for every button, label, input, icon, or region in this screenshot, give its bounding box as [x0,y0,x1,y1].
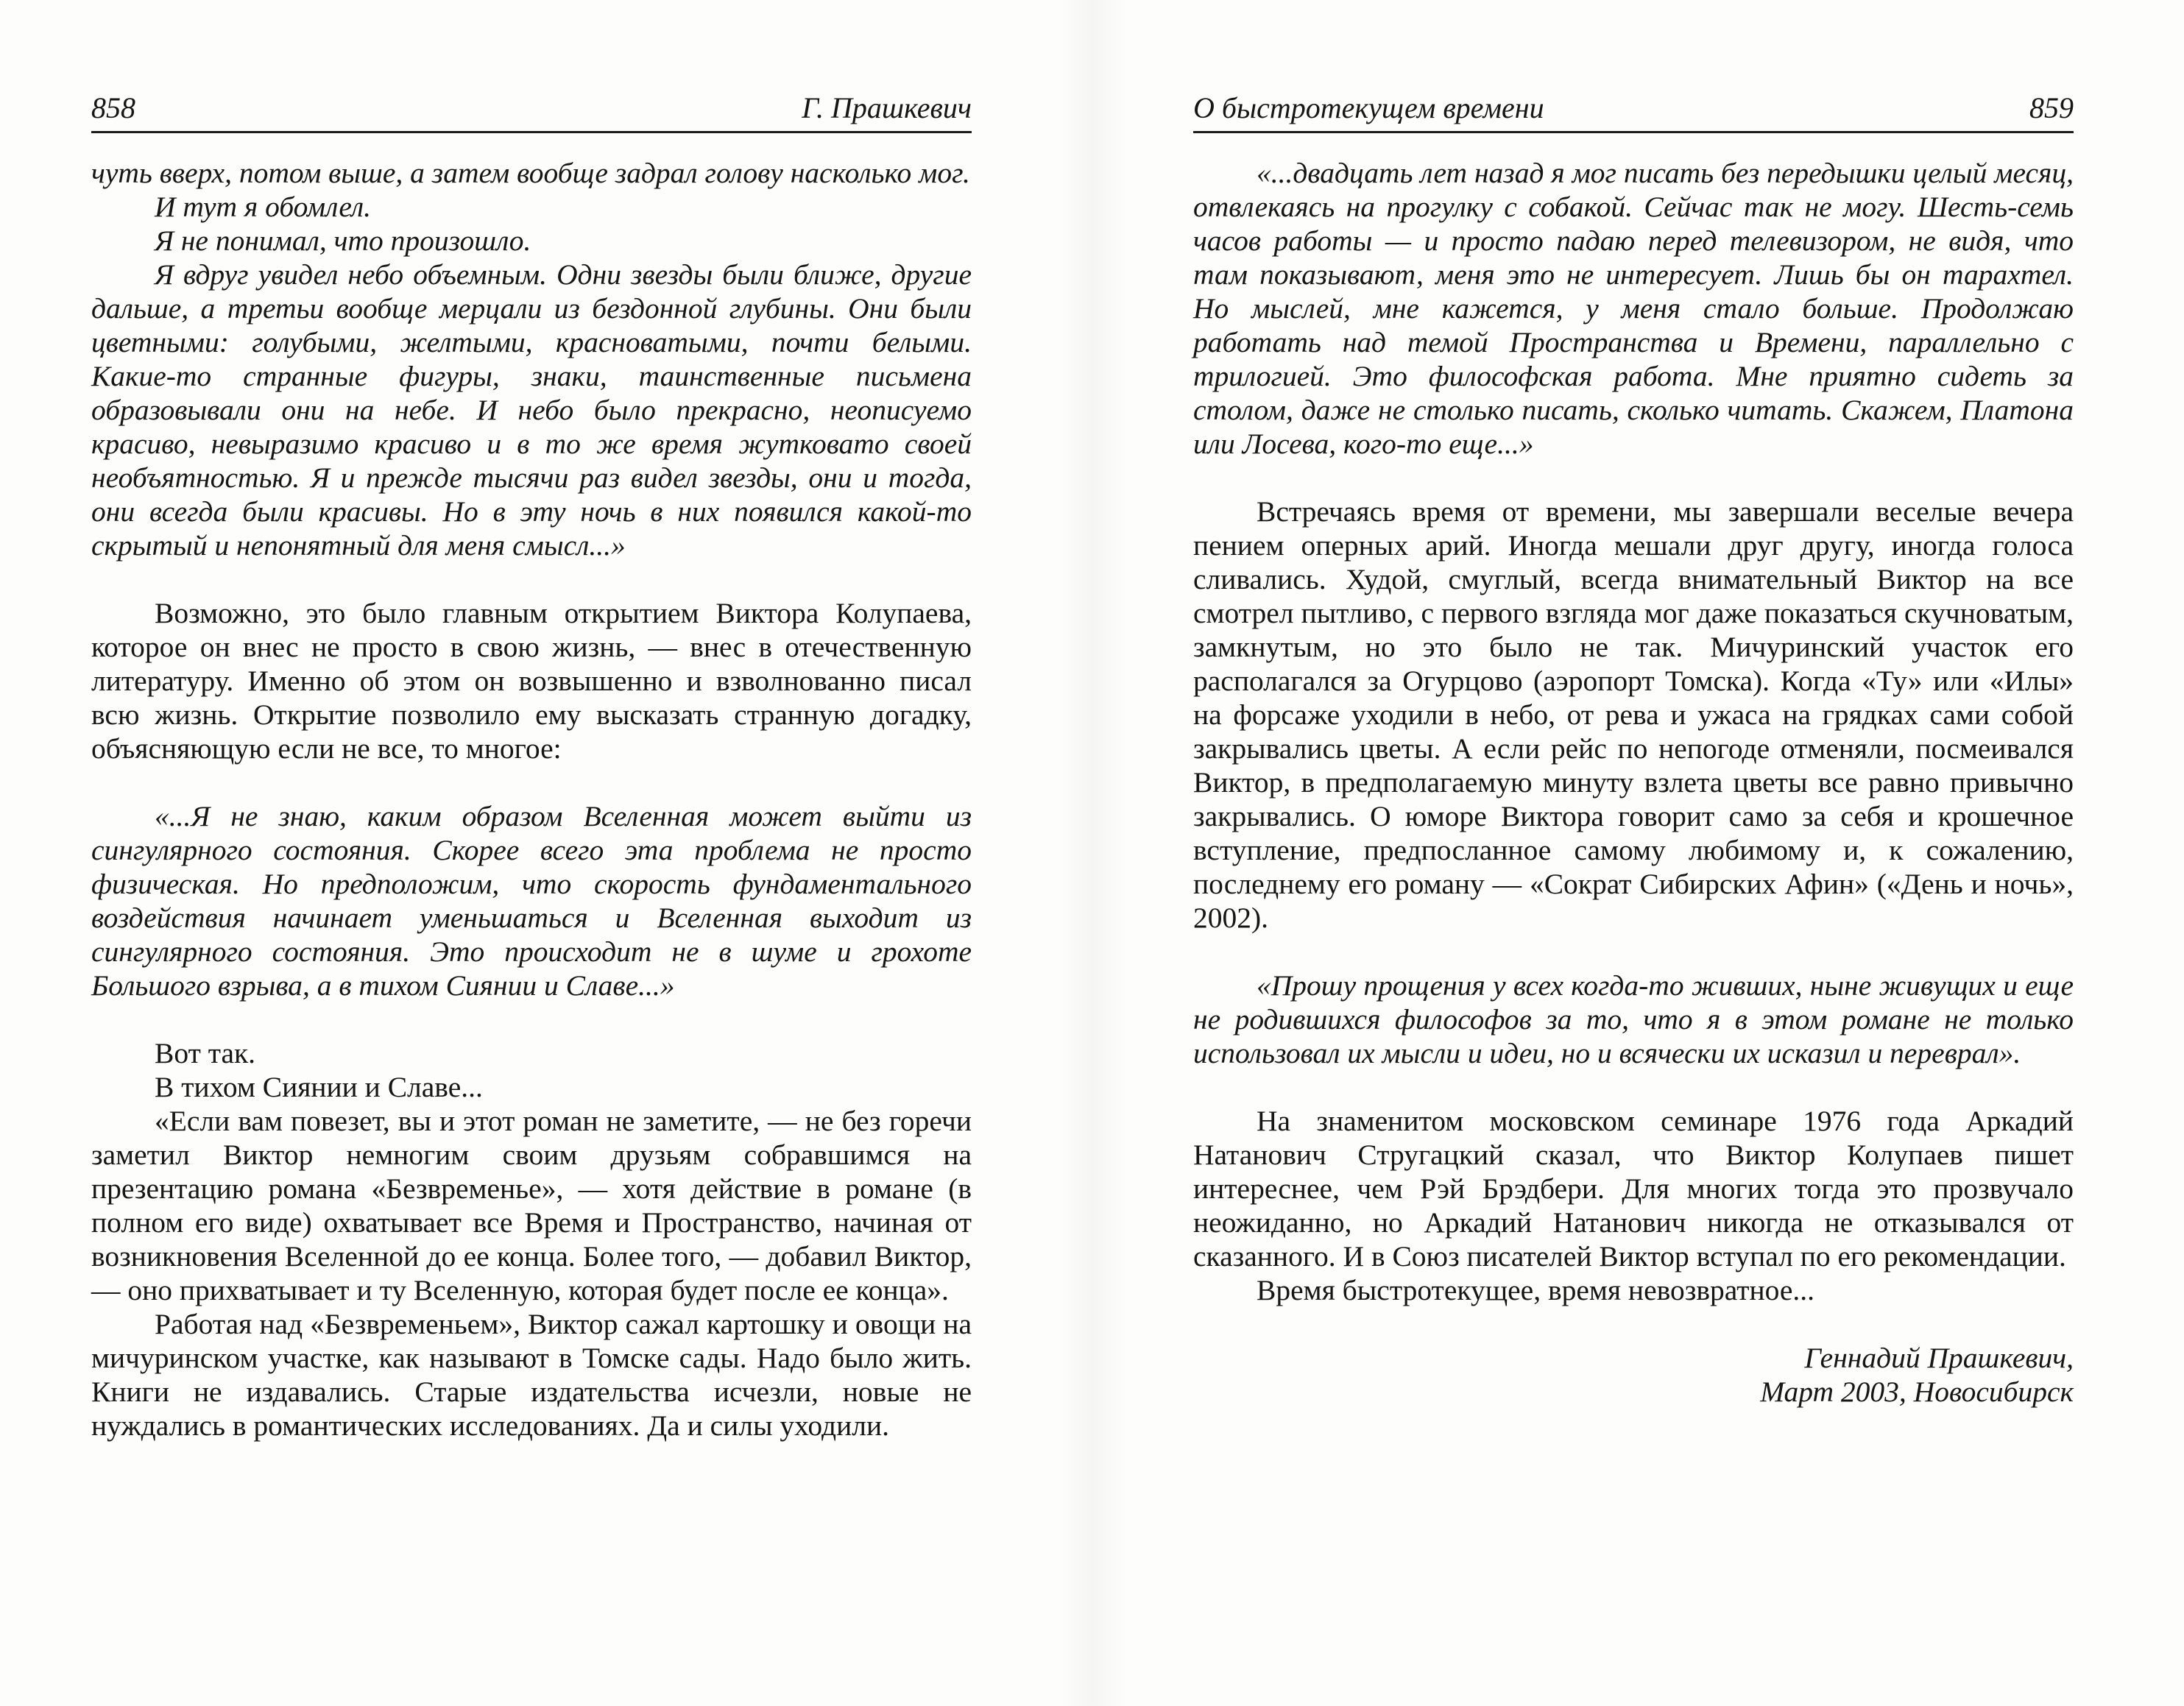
quote-paragraph: «Прошу прощения у всех когда-то живших, ныне живущих и еще не родившихся философов за то, что я в этом романе не только использовал их мысли и идеи, но и всячески их исказил и переврал». [1193,969,2074,1069]
paragraph-gap [91,765,972,799]
right-page-number: 859 [2029,91,2074,124]
paragraph-gap [1193,935,2074,969]
paragraph-gap [91,1002,972,1036]
text-paragraph: На знаменитом московском семинаре 1976 года Аркадий Натанович Стругацкий сказал, что Виктор Колупаев пишет интереснее, чем Рэй Брэдбери. Для многих тогда это прозвучало неожиданно, но Аркадий Натанович никогда не отказывался от сказанного. И в Союз писателей Виктор вступал по его рекомендации. [1193,1105,2074,1273]
right-paragraphs [1193,156,2074,1307]
paragraph-gap [1193,1070,2074,1104]
text-paragraph: «Если вам повезет, вы и этот роман не заметите, — не без горечи заметил Виктор немногим своим друзьям собравшимся на презентацию романа «Безвременье», — хотя действие в романе (в полном его виде) охватывает все Время и Пространство, начиная от возникновения Вселенной до ее конца. Более того, — добавил Виктор, — оно прихватывает и ту Вселенную, которая будет после ее конца». [91,1105,972,1306]
paragraph-gap [1193,461,2074,495]
text-paragraph: Вот так. [155,1037,256,1069]
text-paragraph: Время быстротекущее, время невозвратное... [1257,1274,1815,1306]
left-page [91,0,972,1706]
quote-paragraph: И тут я обомлел. [155,191,371,223]
text-paragraph: Работая над «Безвременьем», Виктор сажал картошку и овощи на мичуринском участке, как называют в Томске сады. Надо было жить. Книги не издавались. Старые издательства исчезли, новые не нуждались в романтических исследованиях. Да и силы уходили. [91,1308,972,1442]
left-body-text [91,156,972,1443]
left-running-head [91,79,972,133]
signature-date-place: Март 2003, Новосибирск [1760,1376,2074,1408]
right-running-title: О быстротекущем времени [1193,91,1544,124]
text-paragraph: В тихом Сиянии и Славе... [155,1071,483,1103]
right-running-head [1193,79,2074,133]
quote-paragraph: Я не понимал, что произошло. [155,224,531,257]
paragraph-gap [91,562,972,596]
text-paragraph: Возможно, это было главным открытием Виктора Колупаева, которое он внес не просто в свою жизнь, — внес в отечественную литературу. Именно об этом он возвышенно и взволнованно писал всю жизнь. Открытие позволило ему высказать странную догадку, объясняющую если не все, то многое: [91,597,972,765]
gutter-shadow [1060,0,1126,1706]
left-page-number: 858 [91,91,135,124]
quote-paragraph: «...двадцать лет назад я мог писать без передышки целый месяц, отвлекаясь на прогулку с собакой. Сейчас так не могу. Шесть-семь часов работы — и просто падаю перед телевизором, не видя, что там показывают, меня это не интересует. Лишь бы он тарахтел. Но мыслей, мне кажется, у меня стало больше. Продолжаю работать над темой Пространства и Времени, параллельно с трилогией. Это философская работа. Мне приятно сидеть за столом, даже не столько писать, сколько читать. Скажем, Платона или Лосева, кого-то еще...» [1193,157,2074,460]
right-body-text [1193,156,2074,1409]
right-page [1193,0,2074,1706]
quote-paragraph: «...Я не знаю, каким образом Вселенная может выйти из сингулярного состояния. Скорее всего эта проблема не просто физическая. Но предположим, что скорость фундаментального воздействия начинает уменьшаться и Вселенная выходит из сингулярного состояния. Это происходит не в шуме и грохоте Большого взрыва, а в тихом Сиянии и Славе...» [91,800,972,1002]
signature [1193,1341,2074,1409]
quote-paragraph: Я вдруг увидел небо объемным. Одни звезды были ближе, другие дальше, а третьи вообще мерцали из бездонной глубины. Они были цветными: голубыми, желтыми, красноватыми, почти белыми. Какие-то странные фигуры, знаки, таинственные письмена образовывали они на небе. И небо было прекрасно, неописуемо красиво, невыразимо красиво и в то же время жутковато своей необъятностью. Я и прежде тысячи раз видел звезды, они и тогда, они всегда были красивы. Но в эту ночь в них появился какой-то скрытый и непонятный для меня смысл...» [91,258,972,562]
left-running-title: Г. Прашкевич [802,91,972,124]
text-paragraph: Встречаясь время от времени, мы завершали веселые вечера пением оперных арий. Иногда мешали друг другу, иногда голоса сливались. Худой, смуглый, всегда внимательный Виктор на все смотрел пытливо, с первого взгляда мог даже показаться скучноватым, замкнутым, но это было не так. Мичуринский участок его располагался за Огурцово (аэропорт Томска). Когда «Ту» или «Илы» на форсаже уходили в небо, от рева и ужаса на грядках сами собой закрывались цветы. А если рейс по непогоде отменяли, посмеивался Виктор, в предполагаемую минуту взлета цветы все равно привычно закрывались. О юморе Виктора говорит само за себя и крошечное вступление, предпосланное самому любимому и, к сожалению, последнему его роману — «Сократ Сибирских Афин» («День и ночь», 2002). [1193,495,2074,934]
quote-paragraph: чуть вверх, потом выше, а затем вообще задрал голову насколько мог. [91,157,970,189]
signature-author: Геннадий Прашкевич, [1804,1342,2074,1374]
